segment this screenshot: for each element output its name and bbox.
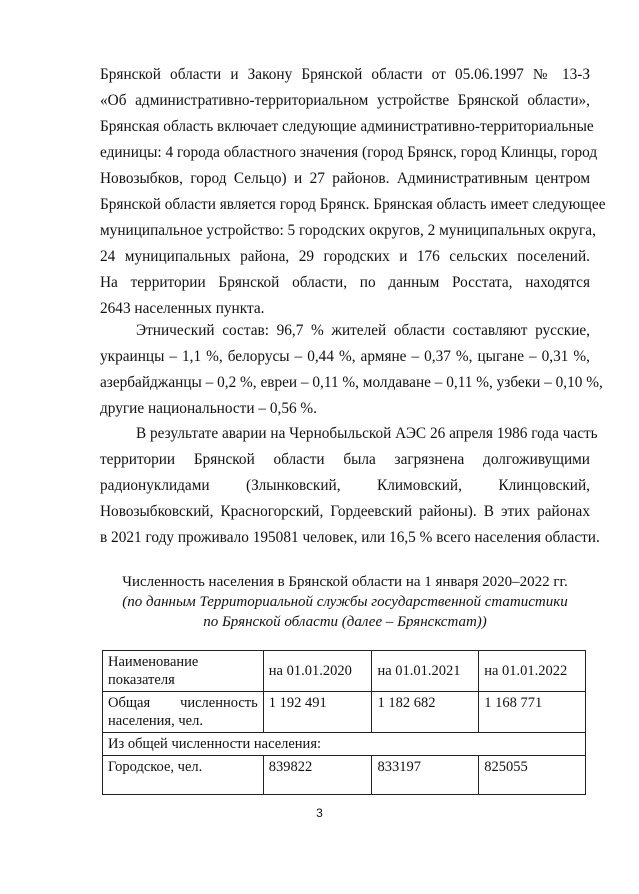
text-line: радионуклидами (Злынковский, Климовский, Клинцовский, [100, 477, 590, 494]
header-cell-2020: на 01.01.2020 [263, 651, 372, 692]
header-label: показателя [108, 672, 175, 688]
cell-total-2021: 1 182 682 [372, 692, 479, 733]
row-group-label: Из общей численности населения: [103, 733, 586, 756]
text-line: другие национальности – 0,56 %. [100, 400, 318, 417]
cell-urban-2022: 825055 [479, 756, 586, 795]
header-cell-2021: на 01.01.2021 [372, 651, 479, 692]
table-row-urban [103, 756, 586, 795]
paragraph-ethnic-composition [100, 318, 603, 422]
text-line: единицы: 4 города областного значения (город Брянск, город Клинцы, город [100, 144, 598, 161]
text-line: На территории Брянской области, по данным Росстата, находятся [100, 274, 590, 291]
table-caption [100, 572, 590, 632]
text-line: Новозыбков, город Сельцо) и 27 районов. Административным центром [100, 170, 590, 187]
text-line: Новозыбковский, Красногорский, Гордеевский районы). В этих районах [100, 503, 590, 520]
header-cell-2022: на 01.01.2022 [479, 651, 586, 692]
text-line: азербайджанцы – 0,2 %, евреи – 0,11 %, молдаване – 0,11 %, узбеки – 0,10 %, [100, 374, 603, 391]
text-line: Этнический состав: 96,7 % жителей области составляют русские, [136, 322, 590, 339]
cell-total-2022: 1 168 771 [479, 692, 586, 733]
row-label-line: населения, чел. [108, 713, 203, 729]
table-source-line: по Брянской области (далее – Брянскстат)) [203, 614, 487, 630]
table-title: Численность населения в Брянской области на 1 января 2020–2022 гг. [122, 574, 568, 590]
text-line: 24 муниципальных района, 29 городских и 176 сельских поселений. [100, 248, 590, 265]
text-line: Брянская область включает следующие административно-территориальные [100, 118, 594, 135]
table-header-row [103, 651, 586, 692]
text-line: украинцы – 1,1 %, белорусы – 0,44 %, армяне – 0,37 %, цыгане – 0,31 %, [100, 348, 590, 365]
cell-urban-2021: 833197 [372, 756, 479, 795]
row-label-line [108, 694, 258, 712]
table-source-line: (по данным Территориальной службы государственной статистики [122, 594, 568, 610]
header-label: Наименование [108, 654, 199, 670]
text-line: Брянской области является город Брянск. Брянская область имеет следующее [100, 196, 606, 213]
text-line: территории Брянской области была загрязнена долгоживущими [100, 451, 590, 468]
text-line: «Об административно-территориальном устройстве Брянской области», [100, 92, 590, 109]
row-label-urban: Городское, чел. [103, 756, 264, 795]
page-number: 3 [316, 806, 323, 820]
text-line: Брянской области и Закону Брянской области от 05.06.1997 № 13-З [100, 66, 590, 83]
header-cell-indicator [103, 651, 264, 692]
text-line: В результате аварии на Чернобыльской АЭС 26 апреля 1986 года часть [136, 425, 598, 442]
table-row-group [103, 733, 586, 756]
table-row-total [103, 692, 586, 733]
row-label-word: численность [180, 695, 258, 711]
row-label-word: Общая [108, 695, 151, 711]
row-label-total [103, 692, 264, 733]
text-line: муниципальное устройство: 5 городских округов, 2 муниципальных округа, [100, 222, 596, 239]
paragraph-admin-structure [100, 62, 606, 322]
population-table [102, 650, 586, 795]
text-line: в 2021 году проживало 195081 человек, или 16,5 % всего населения области. [100, 529, 600, 546]
paragraph-chernobyl [100, 421, 600, 551]
cell-total-2020: 1 192 491 [263, 692, 372, 733]
text-line: 2643 населенных пункта. [100, 300, 265, 317]
cell-urban-2020: 839822 [263, 756, 372, 795]
